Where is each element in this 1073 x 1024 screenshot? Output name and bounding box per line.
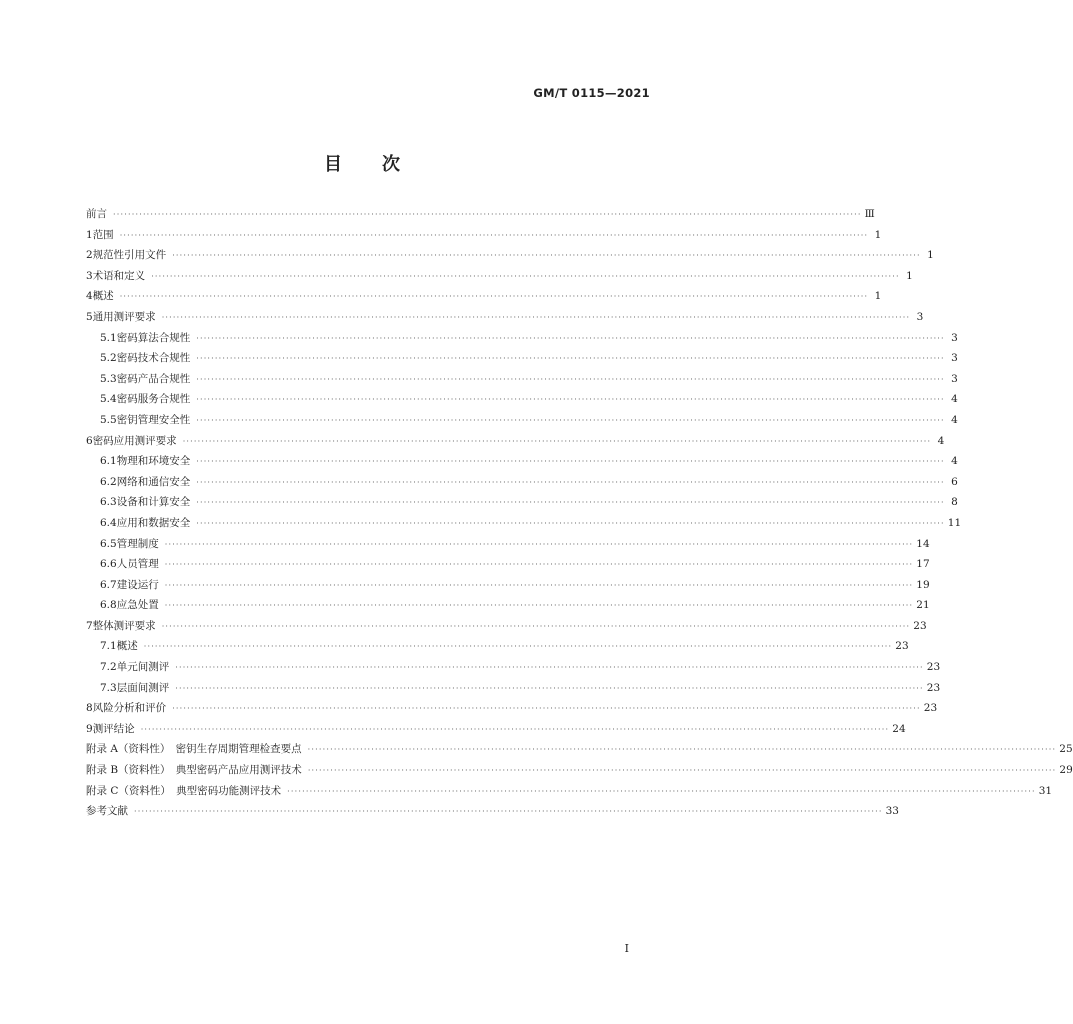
toc-entry-label: 建设运行: [116, 578, 159, 591]
table-of-contents: [86, 206, 1073, 824]
toc-entry[interactable]: [86, 556, 930, 577]
toc-entry-page: 3: [951, 372, 958, 385]
toc-leader-dots: ········································································································································································································: [151, 271, 900, 281]
toc-leader-dots: ········································································································································································································: [164, 560, 914, 570]
toc-leader-dots: ········································································································································································································: [164, 539, 914, 549]
toc-entry[interactable]: [86, 474, 958, 495]
toc-entry[interactable]: [86, 700, 938, 721]
toc-leader-dots: ········································································································································································································: [307, 745, 1057, 755]
toc-entry[interactable]: [86, 453, 958, 474]
toc-entry-page: 6: [951, 475, 958, 488]
toc-entry-number: 5.4: [100, 393, 117, 406]
toc-leader-dots: ········································································································································································································: [196, 395, 945, 405]
toc-entry[interactable]: [86, 515, 962, 536]
toc-leader-dots: ········································································································································································································: [161, 621, 911, 631]
toc-entry[interactable]: [86, 659, 941, 680]
toc-entry-number: 6.8: [100, 599, 117, 612]
toc-leader-dots: ········································································································································································································: [164, 601, 914, 611]
toc-entry-number: 6.7: [100, 578, 117, 591]
toc-entry-number: 6.3: [100, 496, 117, 509]
toc-entry[interactable]: [86, 206, 875, 227]
toc-entry[interactable]: [86, 433, 945, 454]
toc-entry-number: 3: [86, 269, 93, 282]
toc-entry[interactable]: [86, 638, 909, 659]
toc-leader-dots: ········································································································································································································: [164, 580, 914, 590]
toc-entry[interactable]: [86, 494, 958, 515]
toc-leader-dots: ········································································································································································································: [175, 663, 924, 673]
toc-entry-label: 应急处置: [116, 599, 159, 612]
toc-entry[interactable]: [86, 350, 958, 371]
page-title: [0, 150, 724, 176]
toc-entry-number: 5: [86, 310, 93, 323]
toc-entry[interactable]: [86, 721, 906, 742]
toc-entry-number: 8: [86, 702, 93, 715]
toc-leader-dots: ········································································································································································································: [196, 415, 945, 425]
toc-leader-dots: ········································································································································································································: [161, 312, 911, 322]
toc-leader-dots: ········································································································································································································: [196, 374, 945, 384]
toc-entry[interactable]: [86, 618, 927, 639]
toc-entry-label: 测评结论: [92, 722, 135, 735]
toc-entry-page: 23: [913, 619, 927, 632]
toc-entry-label: 参考文献: [86, 805, 128, 818]
toc-entry-label: 物理和环境安全: [116, 455, 191, 468]
toc-entry-page: 31: [1038, 784, 1053, 797]
toc-entry-page: 17: [916, 558, 930, 571]
toc-entry-page: 1: [874, 290, 882, 303]
toc-entry-number: 6: [86, 434, 93, 447]
toc-entry-label: 单元间测评: [116, 661, 170, 674]
toc-entry-label: 附录 C（资料性） 典型密码功能测评技术: [86, 784, 282, 797]
toc-entry-number: 5.2: [100, 352, 117, 365]
toc-entry-page: 14: [916, 537, 930, 550]
title-part-2: 次: [382, 154, 400, 175]
toc-entry-page: 4: [951, 413, 958, 426]
toc-entry-page: 4: [937, 434, 945, 447]
toc-leader-dots: ········································································································································································································: [307, 766, 1057, 776]
toc-leader-dots: ········································································································································································································: [172, 704, 921, 714]
toc-entry-label: 密钥管理安全性: [116, 413, 191, 426]
toc-entry[interactable]: [86, 268, 913, 289]
toc-entry-number: 7.2: [100, 661, 117, 674]
toc-entry[interactable]: [86, 803, 899, 824]
toc-leader-dots: ········································································································································································································: [196, 518, 945, 528]
toc-entry-page: 23: [926, 661, 941, 674]
toc-entry[interactable]: [86, 577, 930, 598]
toc-entry-number: 9: [86, 722, 93, 735]
toc-entry-page: 21: [916, 599, 930, 612]
toc-entry-number: 1: [86, 228, 93, 241]
toc-entry-number: 2: [86, 249, 93, 262]
toc-entry-page: 23: [926, 681, 941, 694]
toc-leader-dots: ········································································································································································································: [140, 724, 890, 734]
toc-entry-label: 密码应用测评要求: [92, 434, 177, 447]
toc-entry-number: 6.2: [100, 475, 117, 488]
toc-entry-label: 密码技术合规性: [116, 352, 191, 365]
toc-entry[interactable]: [86, 762, 1073, 783]
toc-entry-label: 通用测评要求: [92, 310, 156, 323]
toc-entry-page: 24: [892, 722, 906, 735]
toc-leader-dots: ········································································································································································································: [113, 210, 862, 219]
toc-entry-label: 网络和通信安全: [116, 475, 191, 488]
toc-entry-label: 管理制度: [116, 537, 159, 550]
toc-leader-dots: ········································································································································································································: [196, 457, 945, 467]
toc-entry[interactable]: [86, 741, 1073, 762]
toc-entry-label: 人员管理: [116, 558, 159, 571]
toc-entry[interactable]: [86, 227, 882, 248]
toc-entry[interactable]: [86, 597, 930, 618]
toc-entry-page: Ⅲ: [864, 208, 875, 220]
toc-entry-number: 6.4: [100, 516, 117, 529]
toc-entry-label: 术语和定义: [92, 269, 146, 282]
toc-entry-number: 7: [86, 619, 93, 632]
toc-entry-number: 6.5: [100, 537, 117, 550]
toc-entry-page: 25: [1059, 743, 1073, 756]
toc-entry-number: 4: [86, 290, 93, 303]
toc-entry-page: 19: [916, 578, 930, 591]
toc-entry[interactable]: [86, 288, 882, 309]
toc-entry-page: 29: [1059, 764, 1073, 777]
toc-entry-label: 密码产品合规性: [116, 372, 191, 385]
toc-entry-number: 7.3: [100, 681, 117, 694]
toc-entry-page: 1: [906, 269, 913, 282]
toc-entry-number: 7.1: [100, 640, 117, 653]
toc-leader-dots: ········································································································································································································: [119, 230, 869, 240]
toc-entry-page: 33: [885, 805, 899, 818]
toc-entry-number: 5.3: [100, 372, 117, 385]
toc-entry[interactable]: [86, 783, 1053, 804]
toc-entry[interactable]: [86, 680, 941, 701]
toc-entry-number: 6.6: [100, 558, 117, 571]
toc-entry[interactable]: [86, 412, 958, 433]
toc-entry[interactable]: [86, 309, 924, 330]
toc-entry-label: 附录 B（资料性） 典型密码产品应用测评技术: [86, 764, 302, 777]
toc-entry-label: 规范性引用文件: [92, 249, 167, 262]
toc-entry-label: 前言: [86, 208, 107, 220]
toc-entry-label: 风险分析和评价: [92, 702, 167, 715]
toc-entry-page: 1: [927, 249, 934, 262]
toc-leader-dots: ········································································································································································································: [196, 333, 945, 343]
toc-entry[interactable]: [86, 536, 930, 557]
toc-leader-dots: ········································································································································································································: [287, 786, 1036, 796]
toc-entry[interactable]: [86, 391, 958, 412]
toc-entry-label: 设备和计算安全: [116, 496, 191, 509]
toc-entry-label: 整体测评要求: [92, 619, 156, 632]
toc-leader-dots: ········································································································································································································: [143, 642, 893, 652]
toc-entry-page: 3: [951, 352, 958, 365]
toc-leader-dots: ········································································································································································································: [196, 498, 945, 508]
toc-entry[interactable]: [86, 330, 958, 351]
toc-leader-dots: ········································································································································································································: [196, 354, 945, 364]
toc-leader-dots: ········································································································································································································: [134, 807, 883, 817]
toc-entry-label: 密码算法合规性: [116, 331, 191, 344]
toc-entry-label: 应用和数据安全: [116, 516, 191, 529]
title-part-1: 目: [324, 154, 342, 175]
toc-entry-page: 3: [916, 310, 924, 323]
toc-entry-number: 5.1: [100, 331, 117, 344]
toc-entry-number: 5.5: [100, 413, 117, 426]
toc-leader-dots: ········································································································································································································: [172, 251, 921, 261]
toc-entry-page: 4: [951, 455, 958, 468]
toc-entry-label: 层面间测评: [116, 681, 170, 694]
page-number: I: [624, 942, 629, 955]
toc-entry-label: 概述: [116, 640, 138, 653]
toc-entry-label: 范围: [92, 228, 114, 241]
toc-entry-label: 附录 A（资料性） 密钥生存周期管理检查要点: [86, 743, 302, 756]
toc-entry-label: 概述: [92, 290, 114, 303]
toc-leader-dots: ········································································································································································································: [182, 436, 932, 446]
toc-entry-page: 3: [951, 331, 958, 344]
toc-entry-label: 密码服务合规性: [116, 393, 191, 406]
toc-entry-page: 1: [874, 228, 882, 241]
toc-leader-dots: ········································································································································································································: [119, 292, 869, 302]
toc-entry-page: 23: [895, 640, 909, 653]
toc-leader-dots: ········································································································································································································: [175, 683, 924, 693]
toc-entry[interactable]: [86, 371, 958, 392]
toc-entry-page: 4: [951, 393, 958, 406]
toc-entry-page: 11: [947, 516, 962, 529]
toc-entry-page: 23: [923, 702, 938, 715]
toc-entry-page: 8: [951, 496, 958, 509]
toc-entry[interactable]: [86, 247, 934, 268]
standard-code: GM/T 0115—2021: [533, 86, 650, 100]
toc-entry-number: 6.1: [100, 455, 117, 468]
toc-leader-dots: ········································································································································································································: [196, 477, 945, 487]
